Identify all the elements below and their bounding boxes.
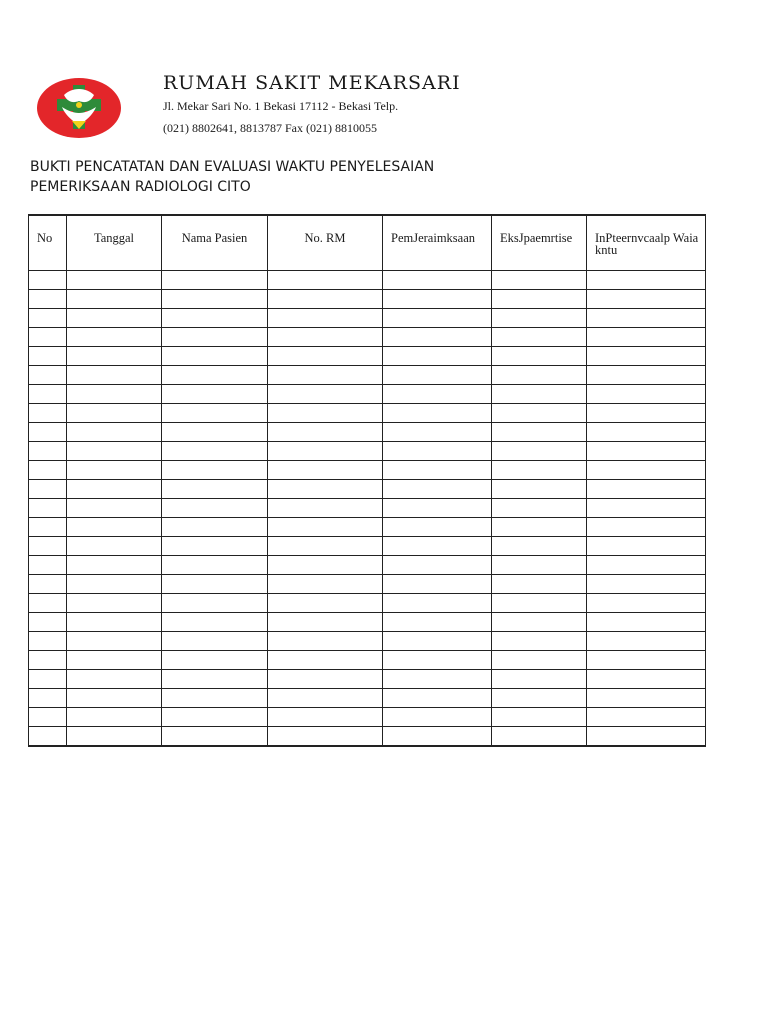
table-cell[interactable] — [587, 442, 706, 461]
table-cell[interactable] — [29, 423, 67, 442]
table-cell[interactable] — [492, 689, 587, 708]
table-cell[interactable] — [383, 385, 492, 404]
table-row — [29, 651, 706, 670]
table-cell[interactable] — [67, 708, 162, 727]
table-cell[interactable] — [492, 480, 587, 499]
table-cell[interactable] — [587, 537, 706, 556]
table-cell[interactable] — [587, 651, 706, 670]
table-cell[interactable] — [29, 309, 67, 328]
table-row — [29, 290, 706, 309]
table-cell[interactable] — [268, 404, 383, 423]
table-row — [29, 708, 706, 727]
hospital-address: Jl. Mekar Sari No. 1 Bekasi 17112 - Bekasi Telp. — [163, 99, 399, 113]
table-cell[interactable] — [383, 290, 492, 309]
table-cell[interactable] — [492, 366, 587, 385]
table-cell[interactable] — [67, 366, 162, 385]
table-cell[interactable] — [268, 271, 383, 290]
column-header-no: No — [29, 215, 67, 271]
table-cell[interactable] — [67, 670, 162, 689]
table-cell[interactable] — [29, 480, 67, 499]
table-cell[interactable] — [383, 404, 492, 423]
hospital-phone-fax: (021) 8802641, 8813787 Fax (021) 8810055 — [163, 121, 377, 135]
table-cell[interactable] — [268, 689, 383, 708]
table-row — [29, 594, 706, 613]
table-cell[interactable] — [67, 385, 162, 404]
table-cell[interactable] — [67, 575, 162, 594]
table-cell[interactable] — [29, 651, 67, 670]
table-cell[interactable] — [67, 689, 162, 708]
table-cell[interactable] — [383, 727, 492, 747]
table-cell[interactable] — [268, 632, 383, 651]
table-cell[interactable] — [29, 328, 67, 347]
table-cell[interactable] — [29, 727, 67, 747]
table-row — [29, 480, 706, 499]
table-cell[interactable] — [383, 689, 492, 708]
table-cell[interactable] — [383, 537, 492, 556]
table-cell[interactable] — [29, 290, 67, 309]
table-cell[interactable] — [29, 556, 67, 575]
table-cell[interactable] — [587, 499, 706, 518]
table-cell[interactable] — [67, 651, 162, 670]
table-cell[interactable] — [587, 385, 706, 404]
column-header-pemeriksaan: PemJeraimksaan — [383, 215, 492, 271]
table-cell[interactable] — [492, 727, 587, 747]
table-cell[interactable] — [268, 575, 383, 594]
table-cell[interactable] — [162, 290, 268, 309]
table-cell[interactable] — [29, 613, 67, 632]
table-cell[interactable] — [268, 708, 383, 727]
table-cell[interactable] — [162, 537, 268, 556]
table-cell[interactable] — [587, 290, 706, 309]
table-header-row — [29, 215, 706, 271]
table-row — [29, 670, 706, 689]
table-cell[interactable] — [67, 499, 162, 518]
table-cell[interactable] — [268, 385, 383, 404]
table-cell[interactable] — [268, 537, 383, 556]
table-cell[interactable] — [29, 670, 67, 689]
table-cell[interactable] — [383, 670, 492, 689]
table-cell[interactable] — [587, 689, 706, 708]
table-cell[interactable] — [162, 328, 268, 347]
table-cell[interactable] — [67, 518, 162, 537]
table-cell[interactable] — [162, 499, 268, 518]
table-cell[interactable] — [162, 727, 268, 747]
table-cell[interactable] — [29, 442, 67, 461]
table-cell[interactable] — [162, 708, 268, 727]
table-cell[interactable] — [268, 594, 383, 613]
table-cell[interactable] — [587, 708, 706, 727]
table-cell[interactable] — [492, 613, 587, 632]
table-cell[interactable] — [67, 480, 162, 499]
table-cell[interactable] — [492, 271, 587, 290]
table-cell[interactable] — [383, 518, 492, 537]
table-cell[interactable] — [383, 366, 492, 385]
table-cell[interactable] — [162, 632, 268, 651]
table-cell[interactable] — [587, 727, 706, 747]
table-cell[interactable] — [492, 328, 587, 347]
table-row — [29, 442, 706, 461]
table-cell[interactable] — [268, 461, 383, 480]
table-cell[interactable] — [29, 271, 67, 290]
table-cell[interactable] — [162, 594, 268, 613]
table-row — [29, 499, 706, 518]
table-row — [29, 461, 706, 480]
table-cell[interactable] — [67, 271, 162, 290]
table-cell[interactable] — [162, 689, 268, 708]
table-row — [29, 537, 706, 556]
table-row — [29, 423, 706, 442]
document-title-line-1: BUKTI PENCATATAN DAN EVALUASI WAKTU PENYELESAIAN — [30, 159, 435, 175]
table-cell[interactable] — [492, 309, 587, 328]
table-cell[interactable] — [29, 537, 67, 556]
table-row — [29, 271, 706, 290]
table-cell[interactable] — [587, 556, 706, 575]
table-cell[interactable] — [383, 423, 492, 442]
table-cell[interactable] — [67, 347, 162, 366]
table-cell[interactable] — [29, 461, 67, 480]
table-row — [29, 385, 706, 404]
hospital-name: RUMAH SAKIT MEKARSARI — [163, 72, 461, 94]
table-cell[interactable] — [29, 708, 67, 727]
table-cell[interactable] — [587, 670, 706, 689]
table-cell[interactable] — [29, 385, 67, 404]
table-cell[interactable] — [162, 556, 268, 575]
table-row — [29, 347, 706, 366]
table-cell[interactable] — [268, 727, 383, 747]
hospital-cross-emblem-icon — [36, 77, 122, 139]
table-row — [29, 575, 706, 594]
table-cell[interactable] — [268, 328, 383, 347]
table-cell[interactable] — [492, 518, 587, 537]
table-cell[interactable] — [492, 651, 587, 670]
table-cell[interactable] — [67, 727, 162, 747]
table-cell[interactable] — [268, 480, 383, 499]
table-cell[interactable] — [383, 632, 492, 651]
table-cell[interactable] — [587, 328, 706, 347]
table-cell[interactable] — [587, 309, 706, 328]
table-cell[interactable] — [29, 689, 67, 708]
record-table — [28, 214, 706, 747]
table-cell[interactable] — [29, 518, 67, 537]
table-cell[interactable] — [383, 594, 492, 613]
table-cell[interactable] — [587, 461, 706, 480]
table-cell[interactable] — [29, 499, 67, 518]
table-cell[interactable] — [67, 537, 162, 556]
table-cell[interactable] — [383, 499, 492, 518]
table-cell[interactable] — [587, 423, 706, 442]
table-cell[interactable] — [268, 347, 383, 366]
column-header-tanggal: Tanggal — [67, 215, 162, 271]
table-row — [29, 689, 706, 708]
table-cell[interactable] — [67, 594, 162, 613]
table-cell[interactable] — [67, 328, 162, 347]
table-cell[interactable] — [587, 575, 706, 594]
table-cell[interactable] — [162, 480, 268, 499]
table-cell[interactable] — [268, 518, 383, 537]
table-cell[interactable] — [383, 613, 492, 632]
table-cell[interactable] — [268, 499, 383, 518]
table-cell[interactable] — [587, 632, 706, 651]
table-cell[interactable] — [268, 423, 383, 442]
table-cell[interactable] — [29, 366, 67, 385]
table-cell[interactable] — [383, 556, 492, 575]
table-body — [29, 271, 706, 747]
table-cell[interactable] — [67, 404, 162, 423]
table-cell[interactable] — [162, 385, 268, 404]
table-row — [29, 727, 706, 747]
table-cell[interactable] — [268, 556, 383, 575]
column-header-nama-pasien: Nama Pasien — [162, 215, 268, 271]
table-row — [29, 613, 706, 632]
table-cell[interactable] — [162, 613, 268, 632]
table-cell[interactable] — [492, 442, 587, 461]
table-row — [29, 632, 706, 651]
table-row — [29, 404, 706, 423]
table-cell[interactable] — [492, 708, 587, 727]
table-cell[interactable] — [268, 290, 383, 309]
table-cell[interactable] — [67, 423, 162, 442]
table-row — [29, 518, 706, 537]
table-cell[interactable] — [587, 613, 706, 632]
table-cell[interactable] — [162, 575, 268, 594]
table-cell[interactable] — [29, 632, 67, 651]
table-cell[interactable] — [162, 518, 268, 537]
table-cell[interactable] — [268, 366, 383, 385]
table-cell[interactable] — [383, 328, 492, 347]
table-row — [29, 366, 706, 385]
table-cell[interactable] — [492, 556, 587, 575]
column-header-ekspertise: EksJpaemrtise — [492, 215, 587, 271]
table-cell[interactable] — [587, 347, 706, 366]
table-cell[interactable] — [383, 442, 492, 461]
table-cell[interactable] — [492, 594, 587, 613]
document-title-line-2: PEMERIKSAAN RADIOLOGI CITO — [30, 179, 251, 195]
table-cell[interactable] — [492, 670, 587, 689]
table-cell[interactable] — [162, 651, 268, 670]
table-cell[interactable] — [162, 309, 268, 328]
table-cell[interactable] — [587, 594, 706, 613]
table-row — [29, 556, 706, 575]
table-cell[interactable] — [67, 613, 162, 632]
table-cell[interactable] — [268, 442, 383, 461]
table-cell[interactable] — [383, 480, 492, 499]
table-cell[interactable] — [492, 461, 587, 480]
table-cell[interactable] — [492, 385, 587, 404]
table-cell[interactable] — [268, 651, 383, 670]
table-cell[interactable] — [162, 271, 268, 290]
table-cell[interactable] — [29, 575, 67, 594]
column-header-waktu: InPteernvcaalp Waiakntu — [587, 215, 706, 271]
table-cell[interactable] — [383, 309, 492, 328]
document-title — [30, 157, 434, 197]
table-cell[interactable] — [587, 404, 706, 423]
table-cell[interactable] — [162, 442, 268, 461]
table-cell[interactable] — [162, 347, 268, 366]
table-cell[interactable] — [492, 537, 587, 556]
table-cell[interactable] — [29, 347, 67, 366]
table-cell[interactable] — [268, 309, 383, 328]
table-cell[interactable] — [587, 480, 706, 499]
table-cell[interactable] — [162, 423, 268, 442]
table-cell[interactable] — [67, 556, 162, 575]
table-cell[interactable] — [492, 575, 587, 594]
table-row — [29, 309, 706, 328]
table-cell[interactable] — [492, 423, 587, 442]
table-cell[interactable] — [587, 518, 706, 537]
table-cell[interactable] — [162, 404, 268, 423]
table-cell[interactable] — [162, 461, 268, 480]
table-cell[interactable] — [268, 670, 383, 689]
table-cell[interactable] — [383, 575, 492, 594]
table-cell[interactable] — [587, 366, 706, 385]
table-cell[interactable] — [383, 651, 492, 670]
table-cell[interactable] — [383, 271, 492, 290]
table-cell[interactable] — [162, 366, 268, 385]
table-cell[interactable] — [492, 499, 587, 518]
table-cell[interactable] — [67, 309, 162, 328]
table-cell[interactable] — [383, 708, 492, 727]
table-cell[interactable] — [29, 404, 67, 423]
table-cell[interactable] — [67, 461, 162, 480]
table-cell[interactable] — [67, 290, 162, 309]
table-cell[interactable] — [268, 613, 383, 632]
table-cell[interactable] — [587, 271, 706, 290]
table-row — [29, 328, 706, 347]
column-header-no-rm: No. RM — [268, 215, 383, 271]
table-cell[interactable] — [67, 632, 162, 651]
table-cell[interactable] — [29, 594, 67, 613]
table-cell[interactable] — [492, 632, 587, 651]
table-cell[interactable] — [162, 670, 268, 689]
table-cell[interactable] — [492, 404, 587, 423]
table-cell[interactable] — [383, 461, 492, 480]
table-cell[interactable] — [67, 442, 162, 461]
table-cell[interactable] — [383, 347, 492, 366]
table-cell[interactable] — [492, 290, 587, 309]
table-cell[interactable] — [492, 347, 587, 366]
